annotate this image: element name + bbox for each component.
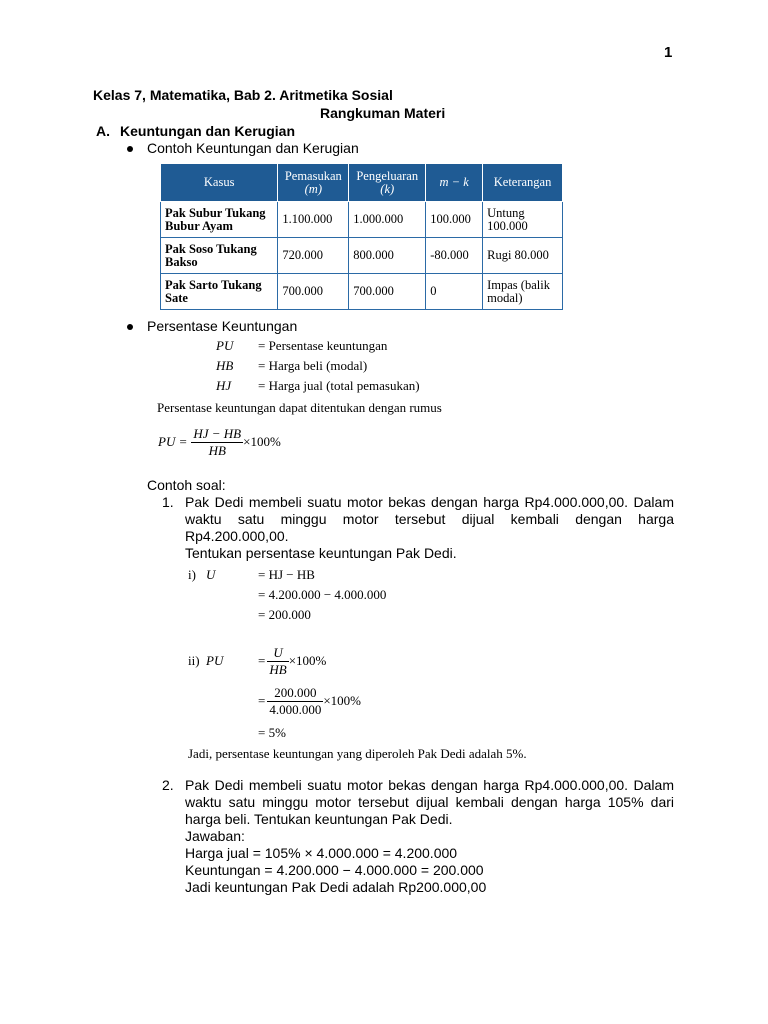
eq-denominator: HB bbox=[269, 661, 287, 677]
eq-prefix: = bbox=[258, 693, 266, 708]
table-row bbox=[161, 202, 563, 238]
bullet-text-contoh: Contoh Keuntungan dan Kerugian bbox=[147, 140, 359, 156]
cell-keterangan: Impas (balik modal) bbox=[483, 274, 563, 310]
sol1-i-line: = 4.200.000 − 4.000.000 bbox=[258, 587, 387, 602]
header-kasus: Kasus bbox=[161, 164, 278, 202]
cell-pengeluaran: 800.000 bbox=[349, 238, 426, 274]
table-row bbox=[161, 238, 563, 274]
document-subtitle: Rangkuman Materi bbox=[320, 105, 446, 121]
q2-line: Jadi keuntungan Pak Dedi adalah Rp200.000,00 bbox=[185, 879, 487, 895]
def-symbol-hj: HJ bbox=[216, 378, 232, 393]
q1-line: Rp4.200.000,00. bbox=[185, 528, 289, 544]
contoh-soal-label: Contoh soal: bbox=[147, 477, 226, 493]
cell-keterangan: Rugi 80.000 bbox=[483, 238, 563, 274]
q1-text bbox=[185, 494, 674, 562]
cell-kasus: Pak Sarto Tukang Sate bbox=[161, 274, 278, 310]
cell-keterangan: Untung 100.000 bbox=[483, 202, 563, 238]
sol1-ii-result: = 5% bbox=[258, 725, 286, 740]
q1-line: waktu satu minggu motor tersebut dijual kembali dengan harga bbox=[185, 511, 674, 527]
def-desc-hj: = Harga jual (total pemasukan) bbox=[258, 378, 420, 393]
formula-lhs: PU = bbox=[158, 434, 188, 449]
cell-kasus: Pak Soso Tukang Bakso bbox=[161, 238, 278, 274]
sol1-ii-eq2 bbox=[258, 683, 361, 719]
def-desc-hb: = Harga beli (modal) bbox=[258, 358, 368, 373]
eq-numerator: 200.000 bbox=[267, 685, 323, 702]
page-number: 1 bbox=[664, 44, 673, 61]
eq-tail: ×100% bbox=[288, 653, 327, 668]
formula-intro: Persentase keuntungan dapat ditentukan dengan rumus bbox=[157, 400, 442, 415]
header-keterangan: Keterangan bbox=[483, 164, 563, 202]
sol1-conclusion: Jadi, persentase keuntungan yang diperoleh Pak Dedi adalah 5%. bbox=[188, 746, 527, 761]
cell-pemasukan: 720.000 bbox=[278, 238, 349, 274]
formula-denominator: HB bbox=[208, 442, 226, 458]
q1-line: Tentukan persentase keuntungan Pak Dedi. bbox=[185, 545, 457, 561]
q1-number: 1. bbox=[162, 494, 174, 510]
cell-kasus: Pak Subur Tukang Bubur Ayam bbox=[161, 202, 278, 238]
def-symbol-pu: PU bbox=[216, 338, 234, 353]
eq-tail: ×100% bbox=[323, 693, 362, 708]
cell-pemasukan: 700.000 bbox=[278, 274, 349, 310]
cell-pemasukan: 1.100.000 bbox=[278, 202, 349, 238]
eq-fraction bbox=[267, 645, 288, 678]
document-title: Kelas 7, Matematika, Bab 2. Aritmetika Sosial bbox=[93, 87, 393, 103]
q2-line: Harga jual = 105% × 4.000.000 = 4.200.000 bbox=[185, 845, 458, 861]
sol1-i-line: = 200.000 bbox=[258, 607, 311, 622]
cell-pengeluaran: 1.000.000 bbox=[349, 202, 426, 238]
eq-denominator: 4.000.000 bbox=[269, 701, 322, 717]
eq-prefix: = bbox=[258, 653, 266, 668]
formula-fraction bbox=[191, 426, 243, 459]
q2-text bbox=[185, 777, 674, 896]
cell-m-minus-k: 100.000 bbox=[426, 202, 483, 238]
q2-line: waktu satu minggu motor tersebut dijual kembali dengan harga 105% dari bbox=[185, 794, 674, 810]
def-symbol-hb: HB bbox=[216, 358, 234, 373]
header-m-minus-k: m − k bbox=[426, 164, 483, 202]
q2-line: harga beli. Tentukan keuntungan Pak Dedi. bbox=[185, 811, 453, 827]
sol1-i-line: = HJ − HB bbox=[258, 567, 315, 582]
bullet-point bbox=[127, 146, 133, 152]
sol1-ii-symbol: PU bbox=[206, 653, 224, 668]
percentage-formula bbox=[158, 424, 281, 460]
cell-m-minus-k: -80.000 bbox=[426, 238, 483, 274]
bullet-text-persentase: Persentase Keuntungan bbox=[147, 318, 298, 334]
cell-pengeluaran: 700.000 bbox=[349, 274, 426, 310]
sol1-i-label: i) bbox=[188, 567, 196, 582]
bullet-point bbox=[127, 324, 133, 330]
sol1-i-symbol: U bbox=[206, 567, 216, 582]
sol1-ii-eq1 bbox=[258, 643, 326, 679]
table-header-row bbox=[161, 164, 563, 202]
sol1-ii-label: ii) bbox=[188, 653, 200, 668]
eq-fraction bbox=[267, 685, 323, 718]
def-desc-pu: = Persentase keuntungan bbox=[258, 338, 388, 353]
q2-line: Jawaban: bbox=[185, 828, 245, 844]
formula-numerator: HJ − HB bbox=[193, 425, 242, 441]
q2-line: Keuntungan = 4.200.000 − 4.000.000 = 200.000 bbox=[185, 862, 484, 878]
cell-m-minus-k: 0 bbox=[426, 274, 483, 310]
section-title: Keuntungan dan Kerugian bbox=[120, 123, 295, 139]
q2-number: 2. bbox=[162, 777, 174, 793]
table-row bbox=[161, 274, 563, 310]
formula-tail: ×100% bbox=[243, 434, 281, 449]
profit-loss-table bbox=[160, 164, 563, 310]
q2-line: Pak Dedi membeli suatu motor bekas dengan harga Rp4.000.000,00. Dalam bbox=[185, 777, 674, 793]
header-pengeluaran: Pengeluaran (k) bbox=[349, 164, 426, 202]
eq-numerator: U bbox=[267, 645, 288, 662]
header-pemasukan: Pemasukan (m) bbox=[278, 164, 349, 202]
q1-line: Pak Dedi membeli suatu motor bekas dengan harga Rp4.000.000,00. Dalam bbox=[185, 494, 674, 510]
section-marker: A. bbox=[96, 123, 110, 139]
